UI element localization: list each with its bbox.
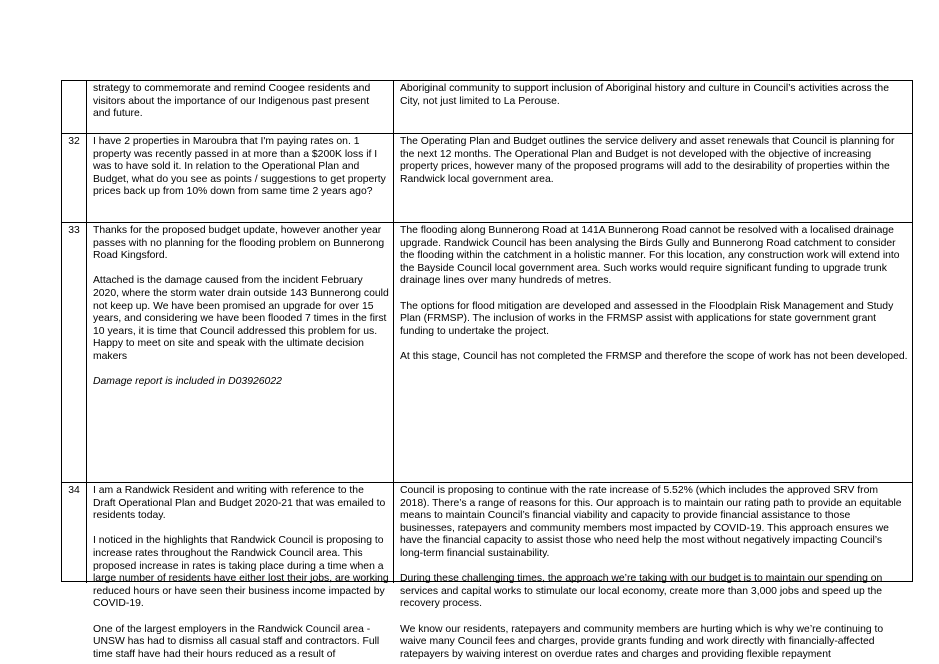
answer-paragraph: The Operating Plan and Budget outlines the service delivery and asset renewals that Council is planning for the next 12 months. The Operational Plan and Budget is not developed with the objective of increasing property prices, however many of the proposed programs will add to the desirability of properties within the Randwick local government area. — [400, 136, 895, 185]
damage-report-note: Damage report is included in D03926022 — [93, 376, 282, 388]
question-cell — [87, 483, 394, 660]
table-row — [62, 134, 912, 223]
answer-paragraph: Council is proposing to continue with the rate increase of 5.52% (which includes the approved SRV from 2018). There’s a range of reasons for this. Our approach is to maintain our rating path to provide an equitable means to maintain Council’s financial viability and capacity to provide financial assistance to those businesses, ratepayers and community members most impacted by COVID-19. This approach ensures we have the financial capacity to assist those who need help the most without negatively impacting Council’s long-term financial sustainability. — [400, 485, 902, 559]
answer-paragraph: At this stage, Council has not completed the FRMSP and therefore the scope of work has not been developed. — [400, 350, 908, 362]
answer-cell — [394, 223, 912, 482]
answer-cell — [394, 134, 912, 222]
answer-cell — [394, 81, 912, 133]
answer-paragraph: Aboriginal community to support inclusion of Aboriginal history and culture in Council’s activities across the City, not just limited to La Perouse. — [400, 83, 889, 107]
answer-cell — [394, 483, 912, 660]
question-cell — [87, 81, 394, 133]
row-number — [62, 81, 87, 133]
question-cell — [87, 223, 394, 482]
table-row — [62, 483, 912, 660]
table-row — [62, 223, 912, 483]
feedback-table — [61, 80, 913, 660]
row-number: 32 — [62, 134, 87, 222]
answer-paragraph: The flooding along Bunnerong Road at 141A Bunnerong Road cannot be resolved with a localised drainage upgrade. Randwick Council has been analysing the Birds Gully and Bunnerong Road catchment to consider the flooding within the catchment in a holistic manner. For this location, any construction work will extend into the Bayside Council local government area. Such works would require significant funding to upgrade trunk drainage lines over many hundreds of metres. — [400, 225, 900, 287]
question-cell — [87, 134, 394, 222]
row-number: 33 — [62, 223, 87, 482]
answer-paragraph: During these challenging times, the approach we’re taking with our budget is to maintain our spending on services and capital works to stimulate our local economy, create more than 3,000 jobs and speed up the recovery process. — [400, 573, 883, 610]
question-paragraph: One of the largest employers in the Randwick Council area - UNSW has had to dismiss all casual staff and contractors. Full time staff have had their hours reduced as a result of — [93, 623, 380, 660]
question-paragraph: I noticed in the highlights that Randwick Council is proposing to increase rates throughout the Randwick Council area. This proposed increase in rates is taking place during a time when a large number of residents have either lost their jobs, are working reduced hours or have seen their business income impacted by COVID-19. — [93, 535, 389, 610]
table-row — [62, 81, 912, 134]
question-paragraph: I am a Randwick Resident and writing with reference to the Draft Operational Plan and Budget 2020-21 that was emailed to residents today. — [93, 485, 386, 522]
question-paragraph: strategy to commemorate and remind Coogee residents and visitors about the importance of our Indigenous past present and future. — [93, 83, 371, 120]
question-paragraph: Thanks for the proposed budget update, however another year passes with no planning for the flooding problem on Bunnerong Road Kingsford. — [93, 225, 385, 262]
answer-paragraph: The options for flood mitigation are developed and assessed in the Floodplain Risk Management and Study Plan (FRMSP). The inclusion of works in the FRMSP assist with applications for state government grant funding to undertake the project. — [400, 300, 894, 337]
row-number: 34 — [62, 483, 87, 583]
question-paragraph: Attached is the damage caused from the incident February 2020, where the storm water drain outside 143 Bunnerong could not keep up. We have been promised an upgrade for over 15 years, and considering we have been flooded 7 times in the first 10 years, it is time that Council addressed this problem for us. Happy to meet on site and speak with the ultimate decision makers — [93, 275, 389, 362]
question-paragraph: I have 2 properties in Maroubra that I'm paying rates on. 1 property was recently passed in at more than a $200K loss if I was to have sold it. In relation to the Operational Plan and Budget, what do you see as points / suggestions to get property prices back up from 10% down from same time 2 years ago? — [93, 136, 386, 198]
answer-paragraph: We know our residents, ratepayers and community members are hurting which is why we’re continuing to waive many Council fees and charges, provide grants funding and work directly with financially-affected ratepayers by waiving interest on overdue rates and charges and providing flexible repayment — [400, 623, 884, 660]
